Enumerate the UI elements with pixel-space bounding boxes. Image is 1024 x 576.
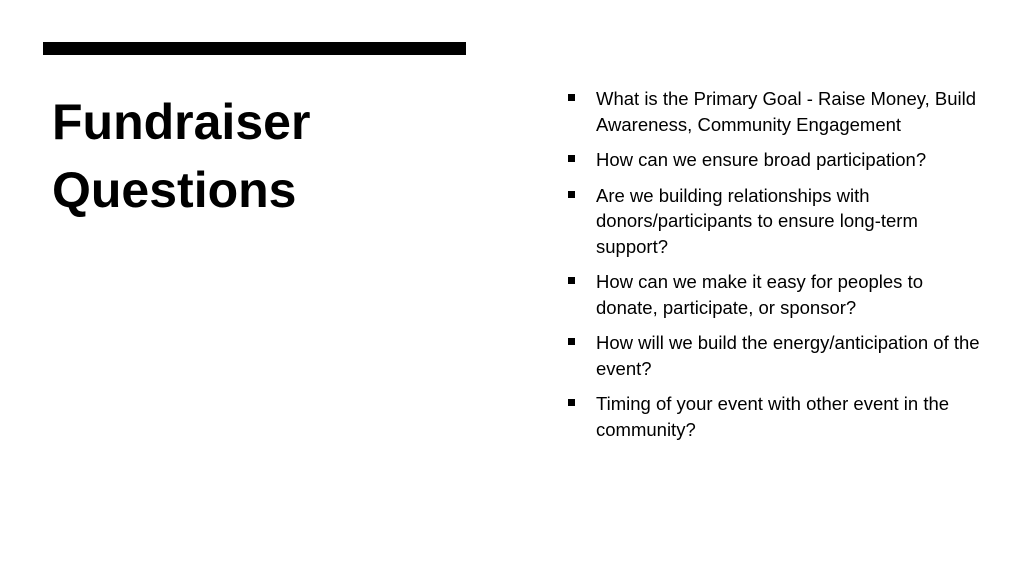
bullet-text: How can we make it easy for peoples to donate, participate, or sponsor?	[596, 271, 923, 318]
bullet-text: Are we building relationships with donors/participants to ensure long-term support?	[596, 184, 918, 257]
slide-title-line-2: Questions	[52, 162, 297, 218]
square-bullet-icon	[568, 94, 575, 101]
square-bullet-icon	[568, 191, 575, 198]
slide-title	[52, 88, 472, 224]
square-bullet-icon	[568, 399, 575, 406]
slide-title-line-1: Fundraiser	[52, 94, 311, 150]
bullet-text: Timing of your event with other event in the community?	[596, 393, 950, 440]
bullet-list	[568, 86, 988, 452]
bullet-item	[568, 330, 988, 381]
bullet-item	[568, 391, 988, 442]
bullet-item	[568, 183, 988, 260]
square-bullet-icon	[568, 338, 575, 345]
bullet-text: How can we ensure broad participation?	[596, 149, 927, 170]
bullet-text: How will we build the energy/anticipation of the event?	[596, 332, 980, 379]
square-bullet-icon	[568, 277, 575, 284]
bullet-item	[568, 147, 988, 173]
title-accent-bar	[43, 42, 466, 55]
bullet-item	[568, 86, 988, 137]
bullet-text: What is the Primary Goal - Raise Money, Build Awareness, Community Engagement	[596, 88, 977, 135]
square-bullet-icon	[568, 155, 575, 162]
bullet-item	[568, 269, 988, 320]
